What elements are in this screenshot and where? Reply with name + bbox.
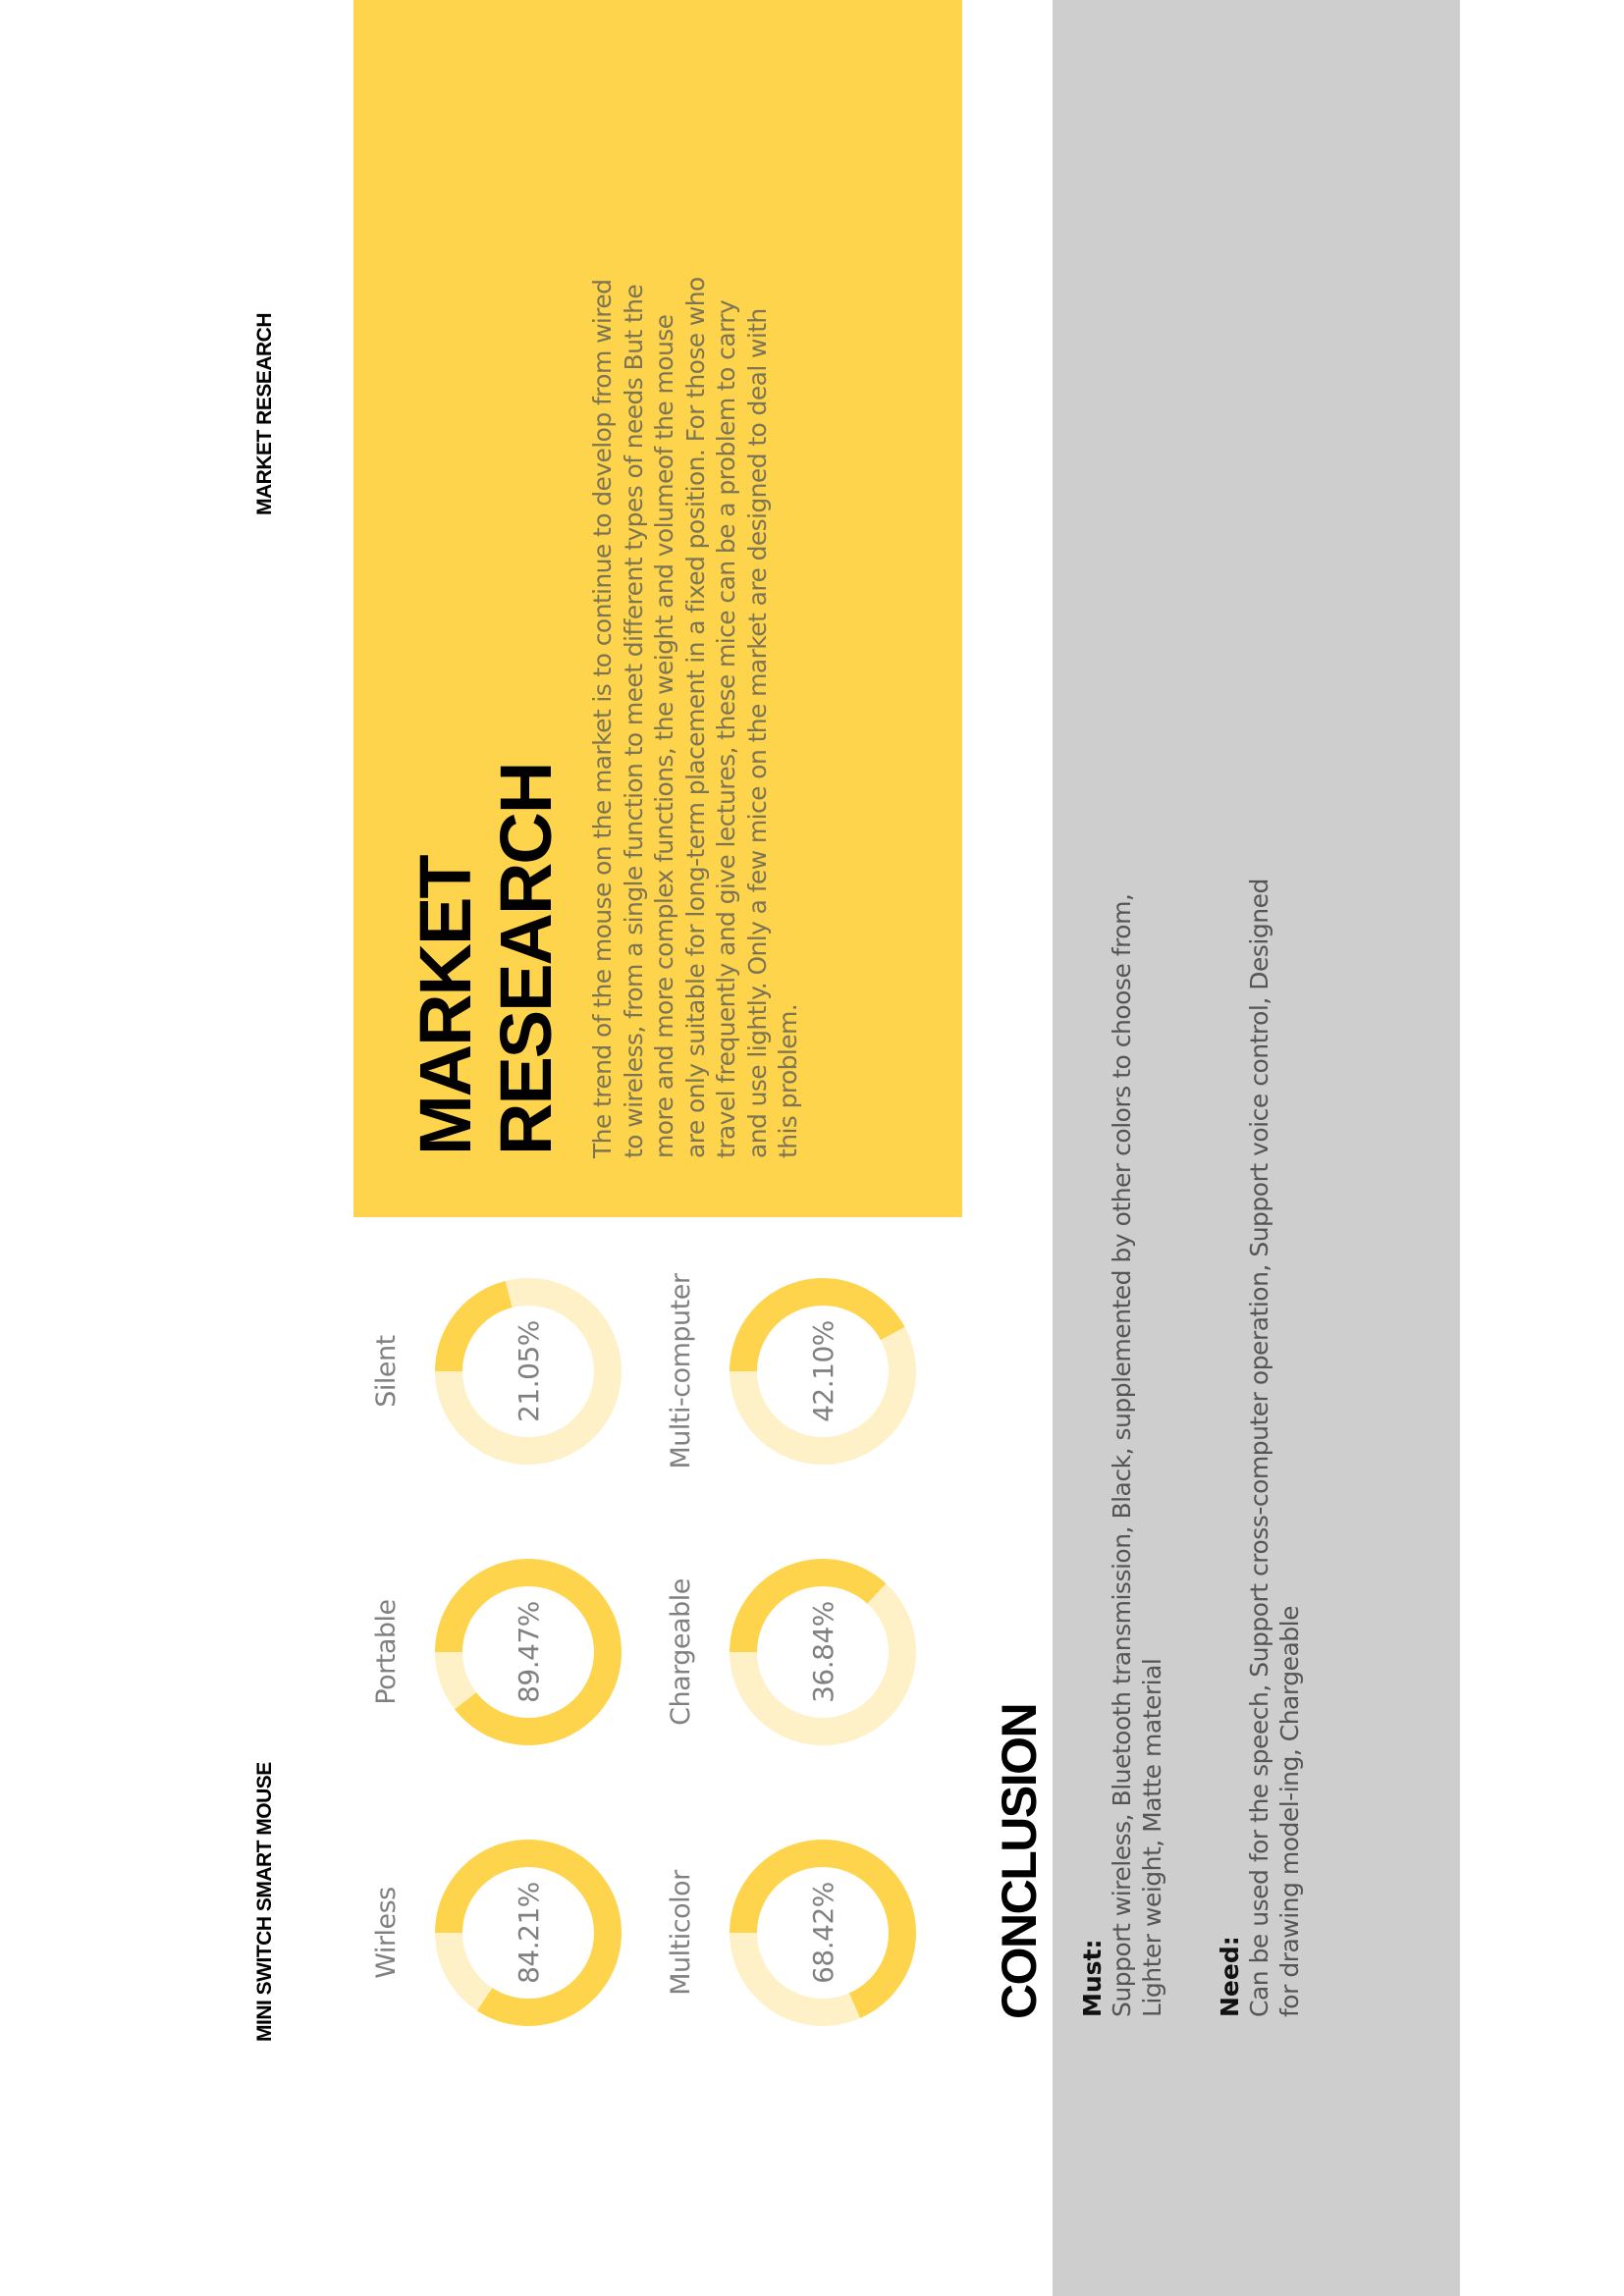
stat-value-silent: 21.05% bbox=[512, 1320, 545, 1422]
stat-label-portable: Portable bbox=[371, 1599, 402, 1705]
running-head-right: MARKET RESEARCH bbox=[253, 312, 276, 515]
stat-label-wirless: Wirless bbox=[371, 1887, 402, 1979]
stat-value-chargeable: 36.84% bbox=[806, 1601, 839, 1703]
donut-wirless bbox=[435, 1840, 622, 2026]
stat-value-portable: 89.47% bbox=[512, 1601, 545, 1703]
stat-value-multicolor: 68.42% bbox=[806, 1882, 839, 1984]
stat-label-chargeable: Chargeable bbox=[666, 1578, 696, 1726]
page-title-line2: RESEARCH bbox=[485, 763, 567, 1155]
stat-value-wirless: 84.21% bbox=[512, 1882, 545, 1984]
page-title-line1: MARKET bbox=[405, 856, 486, 1155]
intro-paragraph: The trend of the mouse on the market is to continue to develop from wired to wireless, from a single function to meet different types of needs But the more and more complex functions, the weight and volumeof the mouse are only suitable for long-term placement in a fixed position. For those who travel frequently and give lectures, these mice can be a problem to carry and use lightly. Only a few mice on the market are designed to deal with this problem. bbox=[588, 277, 802, 1158]
need-label: Need: bbox=[1216, 1936, 1244, 2017]
donut-silent bbox=[435, 1278, 622, 1465]
donut-multicolor bbox=[730, 1840, 916, 2026]
page-title bbox=[406, 764, 567, 1155]
donut-portable bbox=[435, 1559, 622, 1745]
running-head-left: MINI SWITCH SMART MOUSE bbox=[253, 1762, 276, 2042]
stat-label-multicolor: Multicolor bbox=[666, 1870, 696, 1996]
must-label: Must: bbox=[1078, 1939, 1107, 2017]
stat-value-multi-computer: 42.10% bbox=[806, 1320, 839, 1422]
need-text: Can be used for the speech, Support cross-computer operation, Support voice control, Designed for drawing model-ing, Chargeable bbox=[1245, 879, 1304, 2017]
stat-label-multi-computer: Multi-computer bbox=[666, 1273, 696, 1469]
must-text: Support wireless, Bluetooth transmission, Black, supplemented by other colors to choose from, Lighter weight, Matte material bbox=[1108, 893, 1166, 2017]
stat-label-silent: Silent bbox=[371, 1335, 402, 1408]
donut-multi-computer bbox=[730, 1278, 916, 1465]
donut-chargeable bbox=[730, 1559, 916, 1745]
conclusion-title: CONCLUSION bbox=[992, 1703, 1047, 2019]
